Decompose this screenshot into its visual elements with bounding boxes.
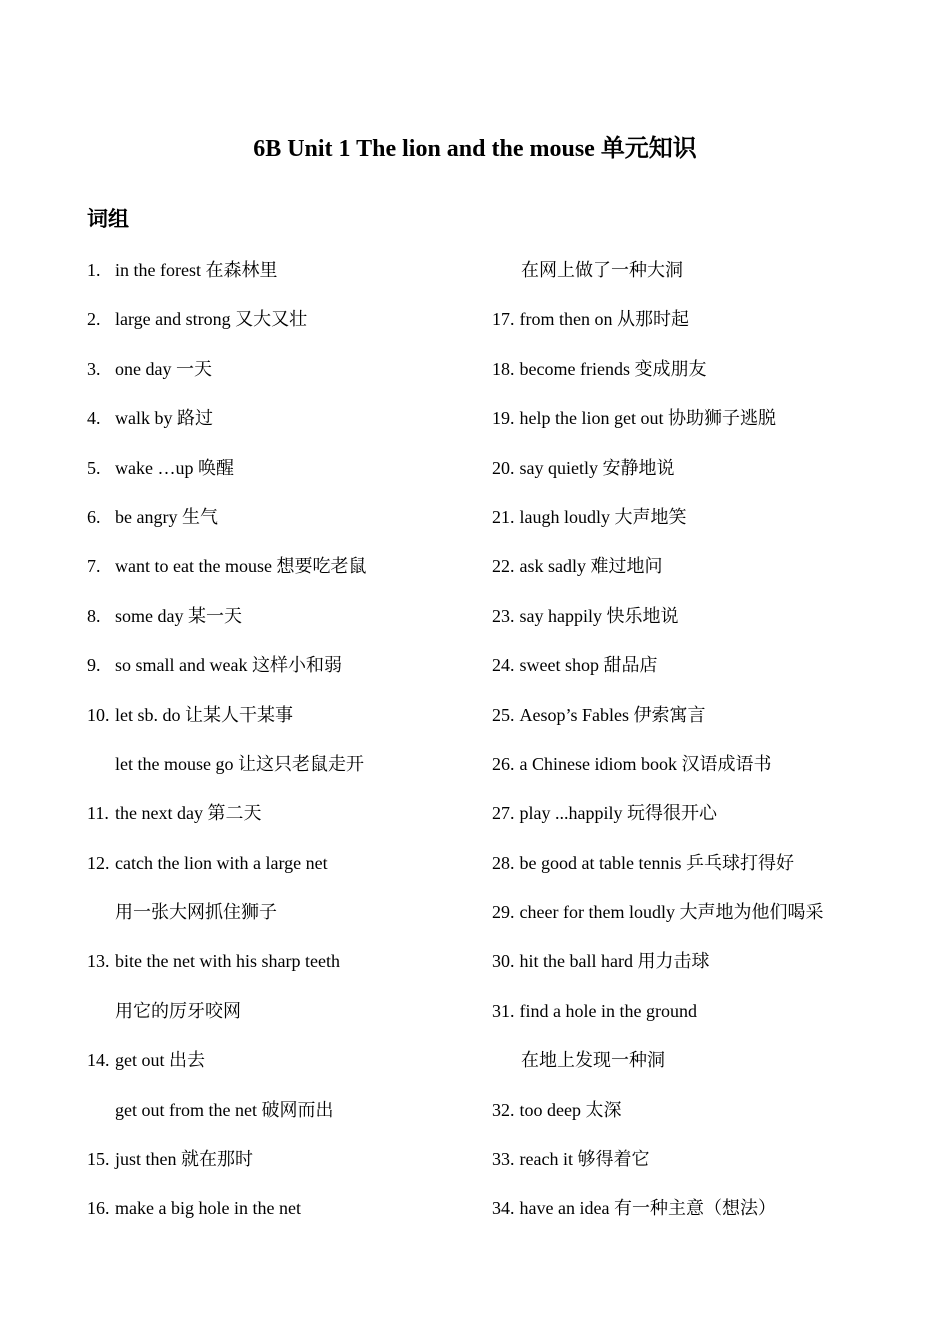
item-text: walk by 路过: [115, 408, 213, 429]
phrase-item: [492, 402, 932, 451]
item-number: 23.: [492, 605, 515, 626]
phrase-item: [87, 1143, 487, 1192]
item-number: 29.: [492, 902, 515, 923]
item-number: 19.: [492, 408, 515, 429]
phrase-item: [87, 1044, 487, 1093]
item-number: 16.: [87, 1198, 110, 1219]
item-text: 用一张大网抓住狮子: [115, 902, 277, 923]
item-number: 4.: [87, 408, 101, 429]
item-text: catch the lion with a large net: [115, 852, 328, 873]
phrase-item: [87, 600, 487, 649]
phrase-item: [87, 452, 487, 501]
item-number: 14.: [87, 1050, 110, 1071]
item-number: 25.: [492, 704, 515, 725]
item-text: bite the net with his sharp teeth: [115, 951, 340, 972]
item-text: say happily 快乐地说: [519, 605, 679, 626]
phrase-item: [492, 896, 932, 945]
item-text: be good at table tennis 乒乓球打得好: [519, 852, 794, 873]
item-text: say quietly 安静地说: [519, 457, 675, 478]
item-number: 15.: [87, 1149, 110, 1170]
item-text: get out from the net 破网而出: [115, 1099, 334, 1120]
item-number: 11.: [87, 803, 109, 824]
item-number: 21.: [492, 506, 515, 527]
item-text: let the mouse go 让这只老鼠走开: [115, 753, 364, 774]
phrase-item: [492, 452, 932, 501]
item-text: become friends 变成朋友: [519, 358, 707, 379]
item-text: one day 一天: [115, 358, 212, 379]
item-number: 34.: [492, 1198, 515, 1219]
item-number: 12.: [87, 852, 110, 873]
phrase-item: [492, 995, 932, 1044]
item-text: reach it 够得着它: [519, 1149, 650, 1170]
phrase-item: [87, 797, 487, 846]
item-text: ask sadly 难过地问: [519, 556, 663, 577]
phrase-continuation: [87, 748, 487, 797]
item-text: large and strong 又大又壮: [115, 309, 308, 330]
phrase-item: [492, 501, 932, 550]
phrase-item: [87, 501, 487, 550]
item-text: 在地上发现一种洞: [521, 1050, 665, 1071]
phrase-item: [87, 1192, 487, 1241]
phrase-item: [87, 699, 487, 748]
item-text: too deep 太深: [519, 1099, 622, 1120]
phrase-continuation: [87, 995, 487, 1044]
item-text: want to eat the mouse 想要吃老鼠: [115, 556, 367, 577]
item-number: 5.: [87, 457, 101, 478]
item-text: from then on 从那时起: [519, 309, 689, 330]
phrase-item: [492, 945, 932, 994]
phrase-continuation: [492, 254, 932, 303]
item-text: the next day 第二天: [115, 803, 262, 824]
phrase-item: [87, 847, 487, 896]
item-text: help the lion get out 协助狮子逃脱: [519, 408, 776, 429]
item-text: wake …up 唤醒: [115, 457, 234, 478]
item-number: 30.: [492, 951, 515, 972]
item-number: 24.: [492, 655, 515, 676]
phrase-item: [87, 550, 487, 599]
phrase-item: [492, 1143, 932, 1192]
left-column: [87, 254, 487, 1242]
item-text: just then 就在那时: [115, 1149, 253, 1170]
item-number: 22.: [492, 556, 515, 577]
page-title: 6B Unit 1 The lion and the mouse 单元知识: [253, 136, 697, 162]
item-text: Aesop’s Fables 伊索寓言: [519, 704, 706, 725]
phrase-item: [87, 649, 487, 698]
item-number: 28.: [492, 852, 515, 873]
item-number: 13.: [87, 951, 110, 972]
phrase-continuation: [492, 1044, 932, 1093]
phrase-item: [492, 847, 932, 896]
right-column: [492, 254, 932, 1242]
item-text: be angry 生气: [115, 506, 218, 527]
item-text: in the forest 在森林里: [115, 260, 278, 280]
phrase-item: [87, 945, 487, 994]
item-number: 7.: [87, 556, 101, 577]
item-number: 8.: [87, 605, 101, 626]
item-text: hit the ball hard 用力击球: [519, 951, 710, 972]
phrase-item: [492, 353, 932, 402]
item-text: some day 某一天: [115, 605, 242, 626]
phrase-item: [492, 1192, 932, 1241]
item-text: 在网上做了一种大洞: [521, 260, 683, 280]
item-number: 6.: [87, 506, 101, 527]
item-number: 17.: [492, 309, 515, 330]
item-number: 33.: [492, 1149, 515, 1170]
item-text: let sb. do 让某人干某事: [115, 704, 293, 725]
item-text: sweet shop 甜品店: [519, 655, 658, 676]
item-number: 18.: [492, 358, 515, 379]
item-text: 用它的厉牙咬网: [115, 1000, 241, 1021]
item-text: find a hole in the ground: [519, 1000, 697, 1021]
item-number: 32.: [492, 1099, 515, 1120]
item-number: 31.: [492, 1000, 515, 1021]
phrase-item: [492, 649, 932, 698]
item-text: so small and weak 这样小和弱: [115, 655, 342, 676]
phrase-item: [492, 600, 932, 649]
item-number: 26.: [492, 753, 515, 774]
phrase-item: [87, 353, 487, 402]
item-text: have an idea 有一种主意（想法）: [519, 1198, 776, 1219]
phrase-item: [492, 303, 932, 352]
item-number: 3.: [87, 358, 101, 379]
phrase-item: [492, 699, 932, 748]
phrase-continuation: [87, 896, 487, 945]
item-text: play ...happily 玩得很开心: [519, 803, 717, 824]
phrase-item: [87, 254, 487, 303]
phrase-item: [492, 748, 932, 797]
item-text: cheer for them loudly 大声地为他们喝采: [519, 902, 824, 923]
item-text: laugh loudly 大声地笑: [519, 506, 687, 527]
section-heading: 词组: [87, 207, 129, 231]
phrase-item: [492, 1094, 932, 1143]
item-text: make a big hole in the net: [115, 1198, 301, 1219]
phrase-item: [87, 402, 487, 451]
item-text: a Chinese idiom book 汉语成语书: [519, 753, 772, 774]
item-number: 9.: [87, 655, 101, 676]
phrase-item: [492, 550, 932, 599]
item-number: 20.: [492, 457, 515, 478]
item-number: 1.: [87, 260, 101, 280]
phrase-item: [87, 303, 487, 352]
item-text: get out 出去: [115, 1050, 205, 1071]
item-number: 2.: [87, 309, 101, 330]
phrase-continuation: [87, 1094, 487, 1143]
phrase-item: [492, 797, 932, 846]
item-number: 27.: [492, 803, 515, 824]
item-number: 10.: [87, 704, 110, 725]
